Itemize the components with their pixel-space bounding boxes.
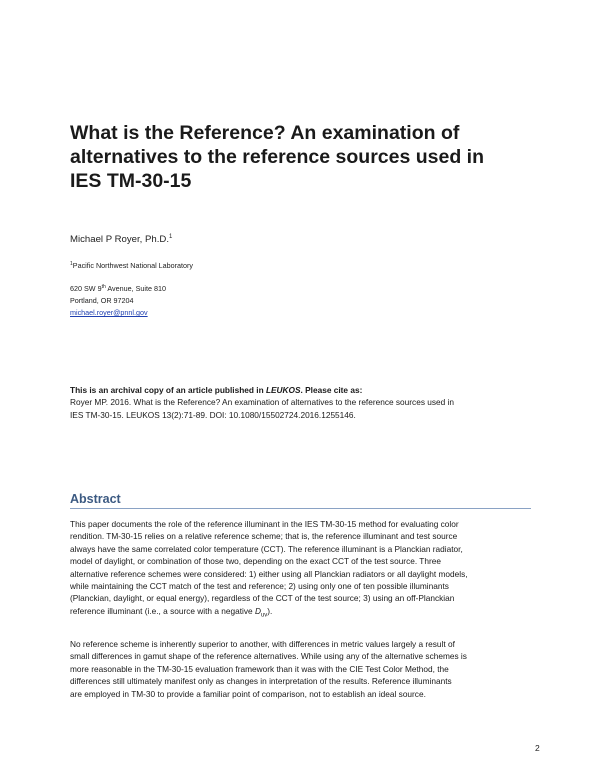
affiliation: [70, 261, 193, 270]
author-line: [70, 234, 172, 245]
title-line: IES TM-30-15: [70, 170, 192, 192]
abstract-divider: [70, 508, 531, 509]
paragraph-line-prefix: reference illuminant (i.e., a source with a negative: [70, 605, 255, 616]
archival-lead: [70, 384, 540, 396]
abstract-heading: Abstract: [70, 492, 121, 506]
paragraph-line-suffix: ).: [267, 605, 273, 616]
paper-title: [70, 121, 540, 193]
paragraph-line: small differences in gamut shape of the reference alternatives. While using any of the alternative schemes is: [70, 651, 467, 662]
abstract-paragraph-2: [70, 638, 540, 700]
email-link[interactable]: michael.royer@pnnl.gov: [70, 308, 148, 317]
paragraph-line: differences still ultimately manifest only as changes in interpretation of the results. Reference illuminants: [70, 676, 452, 687]
paragraph-line: more reasonable in the TM-30-15 evaluation framework than it was with the CIE Test Color Method, the: [70, 663, 449, 674]
street-rest: Avenue, Suite 810: [105, 284, 166, 293]
title-line: alternatives to the reference sources used in: [70, 146, 484, 168]
archival-notice: [70, 384, 540, 421]
street-number: 620 SW 9: [70, 284, 102, 293]
paragraph-line: [70, 605, 540, 622]
street-ordinal: th: [101, 284, 106, 290]
street-address: [70, 281, 166, 295]
paragraph-line: This paper documents the role of the reference illuminant in the IES TM-30-15 method for evaluating color: [70, 519, 459, 529]
paragraph-line: (Planckian, daylight, or equal energy), regardless of the CCT of the test source; 3) using an off-Planckian: [70, 593, 455, 604]
paragraph-line: No reference scheme is inherently superior to another, with differences in metric values largely a result of: [70, 639, 455, 649]
author-superscript: 1: [169, 234, 173, 240]
duv-symbol: D: [254, 605, 261, 616]
paragraph-line: alternative reference schemes were considered: 1) either using all Planckian radiators or all daylight models,: [70, 568, 468, 579]
citation-line: IES TM-30-15. LEUKOS 13(2):71-89. DOI: 10.1080/15502724.2016.1255146.: [70, 409, 356, 420]
page-number: 2: [535, 743, 540, 753]
author-name: Michael P Royer, Ph.D.: [70, 234, 170, 245]
paragraph-line: are employed in TM-30 to provide a familiar point of comparison, not to establish an ideal source.: [70, 688, 426, 699]
abstract-paragraph-1: [70, 518, 540, 622]
city-line: Portland, OR 97204: [70, 296, 134, 305]
affiliation-superscript: 1: [70, 261, 73, 267]
paragraph-line: always have the same correlated color temperature (CCT). The reference illuminant is a Planckian radiator,: [70, 543, 463, 554]
paragraph-line: model of daylight, or combination of those two, depending on the exact CCT of the test source. Three: [70, 556, 441, 567]
journal-name: LEUKOS: [265, 385, 301, 395]
affiliation-text: Pacific Northwest National Laboratory: [72, 261, 194, 270]
citation-line: Royer MP. 2016. What is the Reference? An examination of alternatives to the reference sources used in: [70, 397, 455, 408]
paragraph-line: while maintaining the CCT match of the test and reference; 2) using only one of ten possible illuminants: [70, 581, 449, 592]
duv-subscript: uv: [260, 612, 268, 619]
address-block: [70, 281, 166, 319]
archival-lead-prefix: This is an archival copy of an article published in: [70, 385, 266, 395]
archival-lead-suffix: . Please cite as:: [300, 385, 363, 395]
title-line: What is the Reference? An examination of: [70, 122, 460, 144]
paragraph-line: rendition. TM-30-15 relies on a relative reference scheme; that is, the reference illuminant and test source: [70, 531, 458, 542]
